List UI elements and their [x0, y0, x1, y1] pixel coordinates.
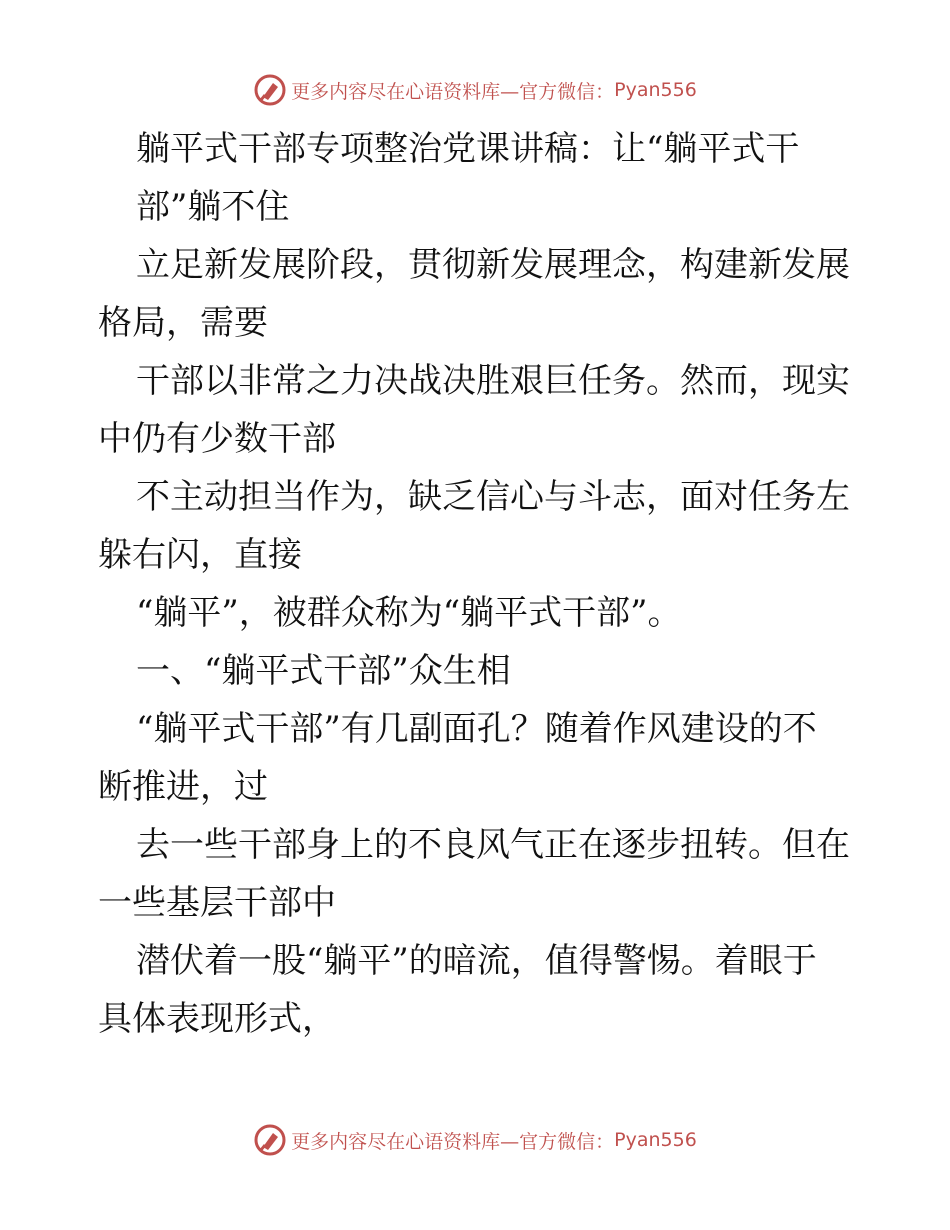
text-line: 格局，需要: [98, 303, 268, 343]
text-line: 一、“躺平式干部”众生相: [136, 651, 511, 691]
text-line: 立足新发展阶段，贯彻新发展理念，构建新发展: [136, 245, 850, 285]
pen-nib-logo-icon: [253, 1123, 287, 1157]
banner-text: 更多内容尽在心语资料库—官方微信：: [291, 1130, 615, 1153]
text-line: 部”躺不住: [136, 187, 290, 227]
text-line: “躺平”，被群众称为“躺平式干部”。: [136, 593, 682, 633]
document-body: [98, 120, 858, 1048]
footer-banner: [0, 1120, 950, 1160]
banner-handle: Pyan556: [614, 1129, 697, 1151]
text-line: 躲右闪，直接: [98, 535, 302, 575]
text-line: 中仍有少数干部: [98, 419, 336, 459]
text-line: 去一些干部身上的不良风气正在逐步扭转。但在: [136, 825, 850, 865]
banner-text: 更多内容尽在心语资料库—官方微信：: [291, 80, 615, 103]
text-line: 一些基层干部中: [98, 883, 336, 923]
text-line: 干部以非常之力决战决胜艰巨任务。然而，现实: [136, 361, 850, 401]
text-line: 断推进，过: [98, 767, 268, 807]
text-line: 具体表现形式，: [98, 999, 336, 1039]
text-line: 潜伏着一股“躺平”的暗流，值得警惕。着眼于: [136, 941, 817, 981]
text-line: “躺平式干部”有几副面孔？随着作风建设的不: [136, 709, 817, 749]
header-banner: [0, 70, 950, 110]
banner-handle: Pyan556: [614, 79, 697, 101]
text-line: 躺平式干部专项整治党课讲稿：让“躺平式干: [136, 129, 800, 169]
text-line: 不主动担当作为，缺乏信心与斗志，面对任务左: [136, 477, 850, 517]
pen-nib-logo-icon: [253, 73, 287, 107]
